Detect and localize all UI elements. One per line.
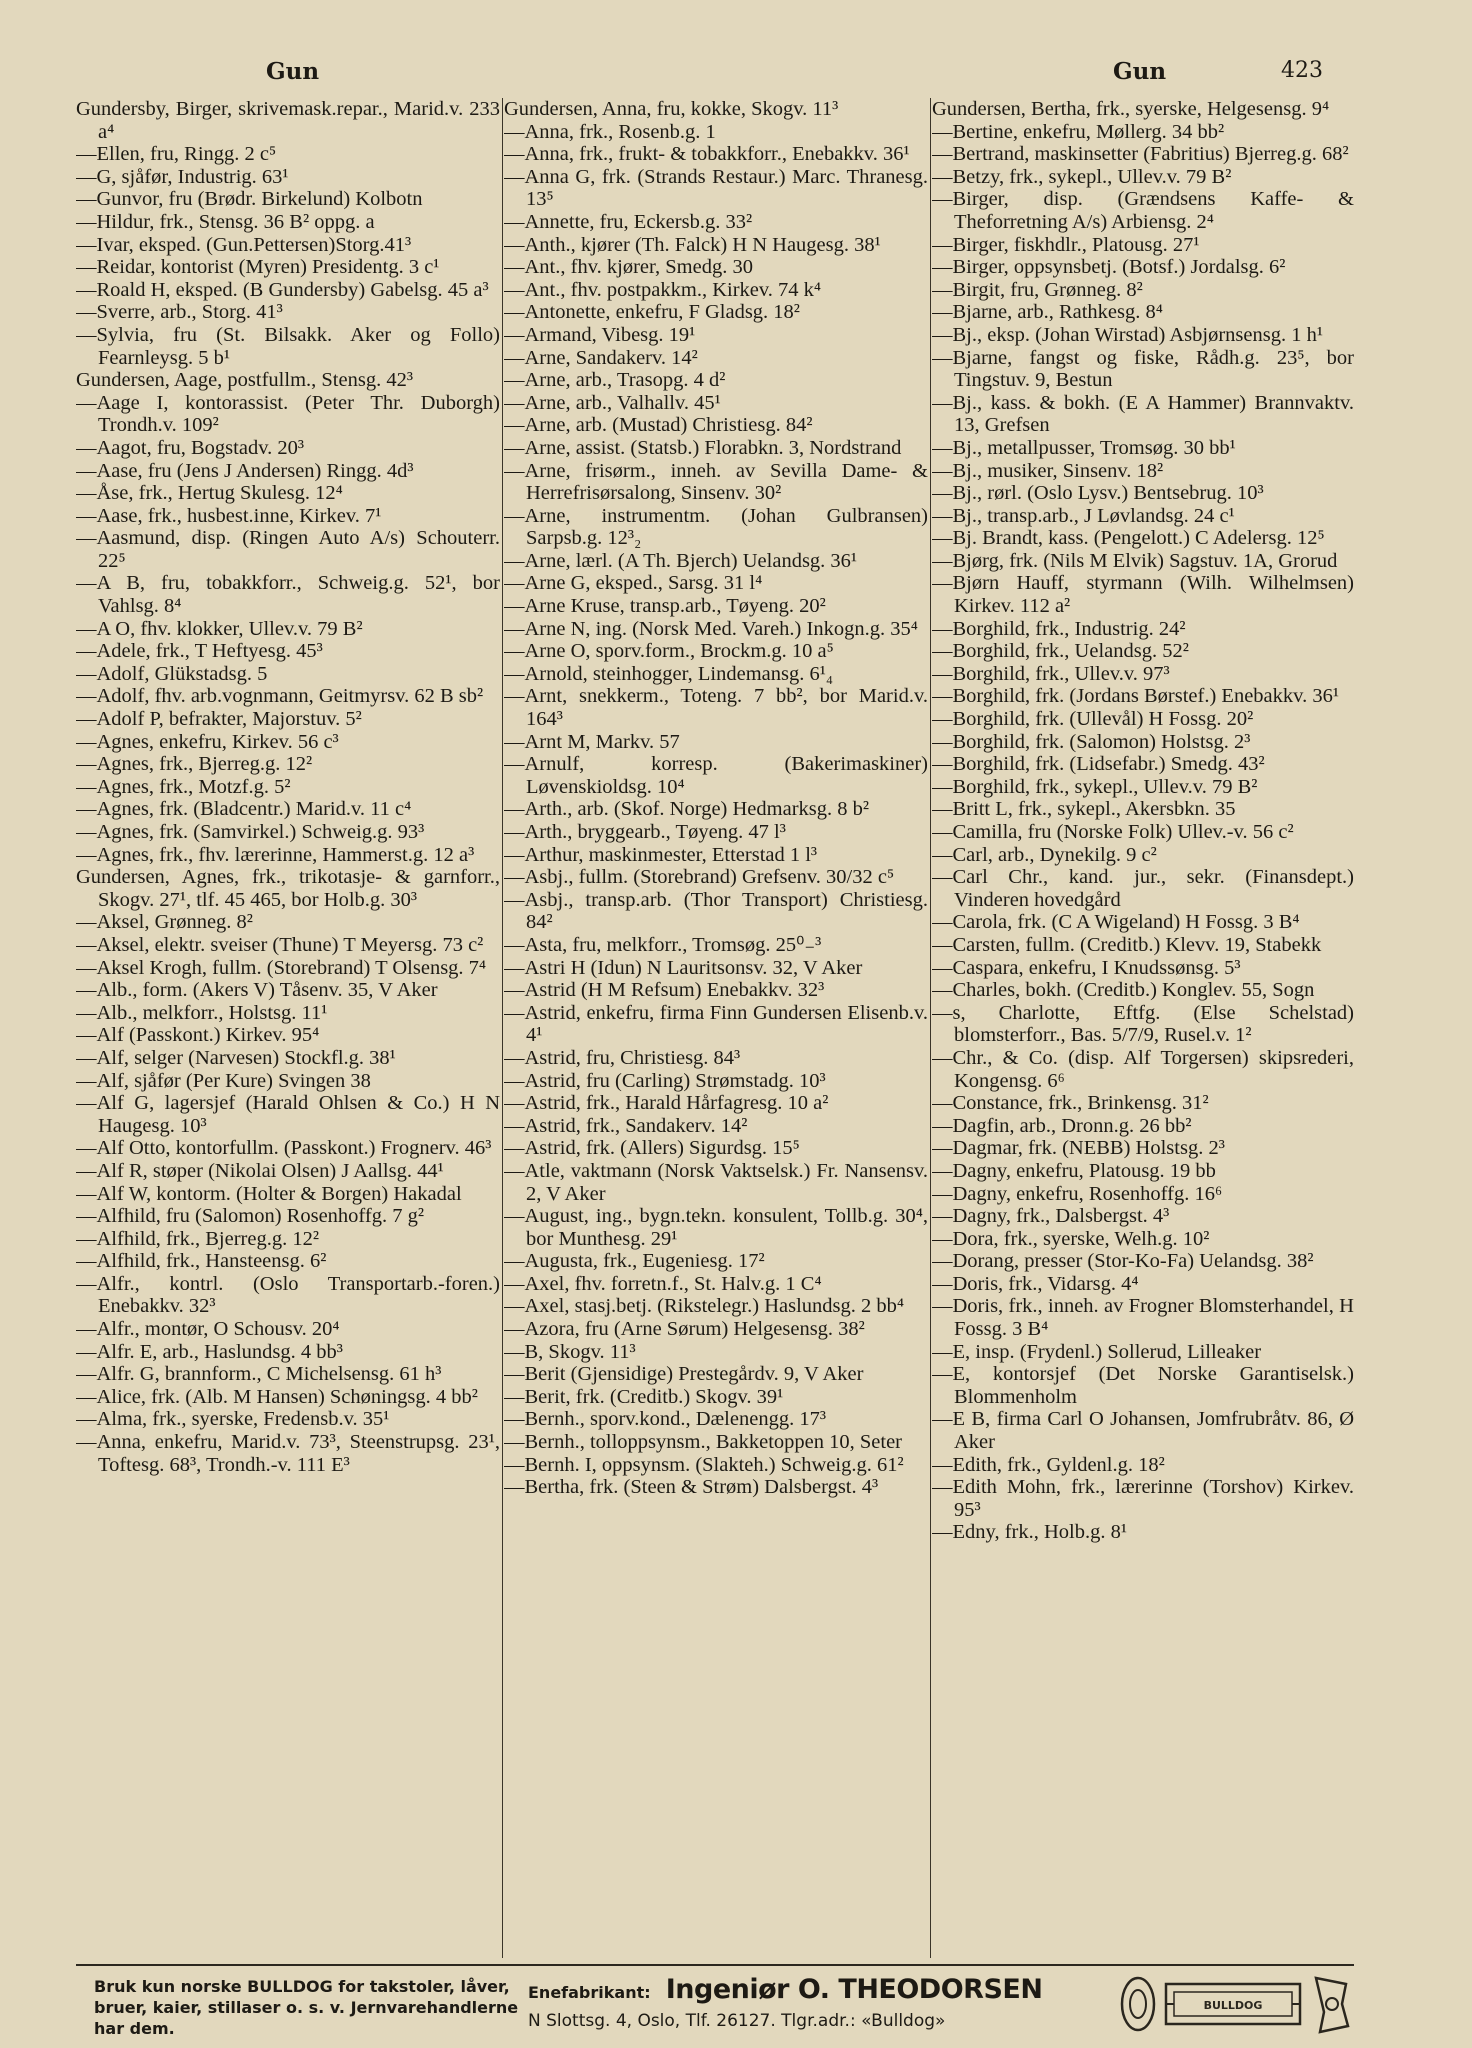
- directory-entry: —Arth., bryggearb., Tøyeng. 47 l³: [504, 821, 786, 843]
- directory-entry: —Alf W, kontorm. (Holter & Borgen) Hakadal: [76, 1182, 462, 1205]
- directory-entry: —Aagot, fru, Bogstadv. 20³: [76, 436, 305, 459]
- directory-entry: —Bertine, enkefru, Møllerg. 34 bb²: [932, 120, 1225, 143]
- directory-entry: —Dagfin, arb., Dronn.g. 26 bb²: [932, 1114, 1192, 1137]
- directory-entry: —Arne, frisørm., inneh. av Sevilla Dame- & Herrefrisørsalong, Sinsenv. 30²: [504, 459, 928, 505]
- directory-entry: —Arne, lærl. (A Th. Bjerch) Uelandsg. 36¹: [504, 549, 858, 572]
- directory-entry: —Bernh., tolloppsynsm., Bakketoppen 10, Seter: [504, 1431, 902, 1454]
- directory-entry: —Asta, fru, melkforr., Tromsøg. 25⁰₋³: [504, 933, 822, 956]
- directory-entry: —Agnes, frk., Motzf.g. 5²: [76, 775, 291, 798]
- directory-entry: —Azora, fru (Arne Sørum) Helgesensg. 38²: [504, 1318, 865, 1341]
- directory-entry: —Aksel, Grønneg. 8²: [76, 911, 253, 934]
- directory-entry: —Bjarne, fangst og fiske, Rådh.g. 23⁵, bor Tingstuv. 9, Bestun: [932, 346, 1354, 392]
- directory-entry: —s, Charlotte, Eftfg. (Else Schelstad) blomsterforr., Bas. 5/7/9, Rusel.v. 1²: [932, 1001, 1354, 1047]
- directory-entry: —Bj., transp.arb., J Løvlandsg. 24 c¹: [932, 504, 1235, 527]
- logo-text: BULLDOG: [1203, 1999, 1263, 2012]
- directory-entry: —Arthur, maskinmester, Etterstad 1 l³: [504, 843, 818, 866]
- directory-entry: —Adolf, fhv. arb.vognmann, Geitmyrsv. 62 B sb²: [76, 685, 484, 708]
- directory-entry: —Bernh. I, oppsynsm. (Slakteh.) Schweig.g. 61²: [504, 1453, 904, 1476]
- directory-entry: —Bjørg, frk. (Nils M Elvik) Sagstuv. 1A, Grorud: [932, 549, 1338, 572]
- directory-entry: —Bertha, frk. (Steen & Strøm) Dalsbergst. 4³: [504, 1476, 879, 1499]
- advertisement-footer: [76, 1964, 1354, 2044]
- directory-entry: —Adolf, Glükstadsg. 5: [76, 662, 268, 685]
- directory-entry: —Anna G, frk. (Strands Restaur.) Marc. Thranesg. 13⁵: [504, 165, 928, 211]
- directory-entry: —Bj., rørl. (Oslo Lysv.) Bentsebrug. 10³: [932, 482, 1264, 505]
- directory-entry: —Borghild, frk., sykepl., Ullev.v. 79 B²: [932, 775, 1258, 798]
- directory-entry: —Arne G, eksped., Sarsg. 31 l⁴: [504, 572, 763, 595]
- directory-entry: —Agnes, frk. (Samvirkel.) Schweig.g. 93³: [76, 821, 425, 843]
- directory-entry: —Birgit, fru, Grønneg. 8²: [932, 278, 1143, 301]
- directory-entry: —Borghild, frk. (Salomon) Holstsg. 2³: [932, 730, 1251, 753]
- directory-entry: —Aksel Krogh, fullm. (Storebrand) T Olsensg. 7⁴: [76, 956, 487, 979]
- directory-entry: —Borghild, frk. (Ullevål) H Fossg. 20²: [932, 708, 1254, 731]
- directory-entry: Gundersby, Birger, skrivemask.repar., Marid.v. 233 a⁴: [76, 98, 500, 143]
- directory-entry: —Axel, stasj.betj. (Rikstelegr.) Haslundsg. 2 bb⁴: [504, 1295, 905, 1318]
- directory-entry: —Bj., eksp. (Johan Wirstad) Asbjørnsensg. 1 h¹: [932, 323, 1324, 346]
- directory-entry: Gundersen, Aage, postfullm., Stensg. 42³: [76, 369, 413, 392]
- ad-slogan: Bruk kun norske BULLDOG for takstoler, låver, bruer, kaier, stillaser o. s. v. Jernvarehandlerne har dem.: [94, 1977, 519, 2038]
- directory-entry: —Chr., & Co. (disp. Alf Torgersen) skipsrederi, Kongensg. 6⁶: [932, 1046, 1354, 1092]
- directory-entry: Gundersen, Agnes, frk., trikotasje- & garnforr., Skogv. 27¹, tlf. 45 465, bor Holb.g. 30³: [76, 866, 500, 911]
- directory-entry: —Alf, selger (Narvesen) Stockfl.g. 38¹: [76, 1046, 396, 1069]
- directory-entry: —Adolf P, befrakter, Majorstuv. 5²: [76, 708, 362, 731]
- directory-column-2: [504, 98, 928, 1968]
- directory-entry: —Astrid, fru (Carling) Strømstadg. 10³: [504, 1069, 826, 1092]
- directory-entry: —Asbj., transp.arb. (Thor Transport) Christiesg. 84²: [504, 888, 928, 934]
- directory-entry: —Agnes, enkefru, Kirkev. 56 c³: [76, 730, 339, 753]
- directory-entry: —Birger, oppsynsbetj. (Botsf.) Jordalsg. 6²: [932, 256, 1286, 279]
- directory-entry: —Astrid, enkefru, firma Finn Gundersen Elisenb.v. 4¹: [504, 1001, 928, 1047]
- directory-entry: —Arth., arb. (Skof. Norge) Hedmarksg. 8 b²: [504, 798, 870, 821]
- directory-entry: —Bj., kass. & bokh. (E A Hammer) Brannvaktv. 13, Grefsen: [932, 391, 1354, 437]
- directory-entry: —G, sjåfør, Industrig. 63¹: [76, 165, 289, 188]
- directory-entry: —Bj. Brandt, kass. (Pengelott.) C Adelersg. 12⁵: [932, 527, 1325, 550]
- directory-entry: —Alfhild, fru (Salomon) Rosenhoffg. 7 g²: [76, 1205, 424, 1228]
- directory-entry: —Alma, frk., syerske, Fredensb.v. 35¹: [76, 1408, 390, 1431]
- directory-entry: —Dagmar, frk. (NEBB) Holstsg. 2³: [932, 1137, 1225, 1160]
- directory-entry: —Dagny, enkefru, Platousg. 19 bb: [932, 1159, 1216, 1182]
- directory-entry: —Astrid, frk., Harald Hårfagresg. 10 a²: [504, 1092, 829, 1115]
- directory-entry: —Birger, disp. (Grændsens Kaffe- & Theforretning A/s) Arbiensg. 2⁴: [932, 188, 1354, 233]
- directory-entry: —Arne O, sporv.form., Brockm.g. 10 a⁵: [504, 640, 834, 663]
- directory-entry: —Astri H (Idun) N Lauritsonsv. 32, V Aker: [504, 956, 863, 979]
- directory-entry: —Arnulf, korresp. (Bakerimaskiner) Løvenskioldsg. 10⁴: [504, 753, 928, 798]
- directory-entry: —Alfr. E, arb., Haslundsg. 4 bb³: [76, 1340, 343, 1363]
- directory-entry: —Constance, frk., Brinkensg. 31²: [932, 1092, 1209, 1115]
- directory-entry: —Alice, frk. (Alb. M Hansen) Schøningsg. 4 bb²: [76, 1385, 478, 1408]
- directory-entry: —Hildur, frk., Stensg. 36 B² oppg. a: [76, 210, 375, 233]
- directory-entry: —Astrid (H M Refsum) Enebakkv. 32³: [504, 979, 825, 1002]
- directory-entry: —Arne, arb., Valhallv. 45¹: [504, 391, 721, 414]
- directory-entry: —Gunvor, fru (Brødr. Birkelund) Kolbotn: [76, 188, 423, 211]
- directory-entry: —E B, firma Carl O Johansen, Jomfrubråtv. 86, Ø Aker: [932, 1408, 1354, 1454]
- directory-entry: —Axel, fhv. forretn.f., St. Halv.g. 1 C⁴: [504, 1272, 822, 1295]
- directory-entry: —Camilla, fru (Norske Folk) Ullev.-v. 56 c²: [932, 821, 1294, 843]
- directory-entry: —Carl Chr., kand. jur., sekr. (Finansdept.) Vinderen hovedgård: [932, 866, 1354, 911]
- directory-entry: —Charles, bokh. (Creditb.) Konglev. 55, Sogn: [932, 979, 1315, 1002]
- directory-entry: —Bertrand, maskinsetter (Fabritius) Bjerreg.g. 68²: [932, 143, 1349, 166]
- directory-entry: —Alb., form. (Akers V) Tåsenv. 35, V Aker: [76, 979, 438, 1002]
- directory-entry: —Bernh., sporv.kond., Dælenengg. 17³: [504, 1408, 826, 1431]
- directory-entry: —Aase, frk., husbest.inne, Kirkev. 7¹: [76, 504, 382, 527]
- directory-entry: —Alfr., kontrl. (Oslo Transportarb.-foren.) Enebakkv. 32³: [76, 1272, 500, 1318]
- directory-entry: —Borghild, frk. (Lidsefabr.) Smedg. 43²: [932, 753, 1265, 776]
- page-number: 423: [1281, 58, 1323, 83]
- directory-entry: —Arnt, snekkerm., Toteng. 7 bb², bor Marid.v. 164³: [504, 685, 928, 731]
- directory-entry: —Alfr. G, brannform., C Michelsensg. 61 h³: [76, 1363, 442, 1386]
- directory-entry: —Arne, arb. (Mustad) Christiesg. 84²: [504, 414, 813, 437]
- directory-entry: —Doris, frk., inneh. av Frogner Blomsterhandel, H Fossg. 3 B⁴: [932, 1295, 1354, 1341]
- directory-entry: —Agnes, frk., fhv. lærerinne, Hammerst.g. 12 a³: [76, 843, 475, 866]
- directory-entry: —Edny, frk., Holb.g. 8¹: [932, 1521, 1127, 1544]
- directory-entry: —Agnes, frk. (Bladcentr.) Marid.v. 11 c⁴: [76, 798, 412, 821]
- directory-entry: —Arne, arb., Trasopg. 4 d²: [504, 369, 726, 392]
- directory-entry: —Ivar, eksped. (Gun.Pettersen)Storg.41³: [76, 233, 412, 256]
- directory-entry: Gundersen, Anna, fru, kokke, Skogv. 11³: [504, 98, 839, 120]
- directory-entry: —Anth., kjører (Th. Falck) H N Haugesg. 38¹: [504, 233, 881, 256]
- directory-entry: —August, ing., bygn.tekn. konsulent, Tollb.g. 30⁴, bor Munthesg. 29¹: [504, 1205, 928, 1250]
- directory-entry: —Armand, Vibesg. 19¹: [504, 323, 696, 346]
- directory-entry: —Åse, frk., Hertug Skulesg. 12⁴: [76, 482, 343, 505]
- header-right-guide: Gun: [1113, 58, 1167, 85]
- directory-entry: —Sverre, arb., Storg. 41³: [76, 301, 283, 324]
- directory-entry: —Alf Otto, kontorfullm. (Passkont.) Frognerv. 46³: [76, 1137, 492, 1160]
- directory-entry: —Annette, fru, Eckersb.g. 33²: [504, 210, 753, 233]
- directory-entry: —Arne, instrumentm. (Johan Gulbransen) Sarpsb.g. 12³₂: [504, 504, 928, 550]
- directory-entry: —Atle, vaktmann (Norsk Vaktselsk.) Fr. Nansensv. 2, V Aker: [504, 1159, 928, 1205]
- directory-entry: —Edith, frk., Gyldenl.g. 18²: [932, 1453, 1165, 1476]
- directory-entry: —Ant., fhv. kjører, Smedg. 30: [504, 256, 753, 279]
- directory-entry: —Caspara, enkefru, I Knudssønsg. 5³: [932, 956, 1241, 979]
- directory-entry: —Dorang, presser (Stor-Ko-Fa) Uelandsg. 38²: [932, 1250, 1314, 1273]
- directory-entry: —Roald H, eksped. (B Gundersby) Gabelsg. 45 a³: [76, 278, 489, 301]
- directory-entry: —Astrid, fru, Christiesg. 84³: [504, 1046, 741, 1069]
- ad-company-name: Ingeniør O. THEODORSEN: [665, 1974, 1043, 2005]
- directory-entry: —Augusta, frk., Eugeniesg. 17²: [504, 1250, 765, 1273]
- directory-entry: —Anna, frk., Rosenb.g. 1: [504, 120, 716, 143]
- directory-entry: —Asbj., fullm. (Storebrand) Grefsenv. 30/32 c⁵: [504, 866, 895, 889]
- ad-manufacturer: [528, 1974, 1108, 2031]
- directory-entry: —B, Skogv. 11³: [504, 1340, 636, 1363]
- directory-entry: Gundersen, Bertha, frk., syerske, Helgesensg. 9⁴: [932, 98, 1330, 120]
- directory-entry: —Betzy, frk., sykepl., Ullev.v. 79 B²: [932, 165, 1232, 188]
- directory-entry: —Carsten, fullm. (Creditb.) Klevv. 19, Stabekk: [932, 933, 1322, 956]
- directory-entry: —Alf G, lagersjef (Harald Ohlsen & Co.) H N Haugesg. 10³: [76, 1092, 500, 1137]
- directory-entry: —Aage I, kontorassist. (Peter Thr. Duborgh) Trondh.v. 109²: [76, 391, 500, 437]
- directory-entry: —Antonette, enkefru, F Gladsg. 18²: [504, 301, 800, 324]
- directory-entry: —Borghild, frk., Uelandsg. 52²: [932, 640, 1189, 663]
- directory-entry: —Borghild, frk. (Jordans Børstef.) Enebakkv. 36¹: [932, 685, 1339, 708]
- directory-entry: —Alb., melkforr., Holstsg. 11¹: [76, 1001, 328, 1024]
- directory-entry: —Adele, frk., T Heftyesg. 45³: [76, 640, 323, 663]
- directory-entry: —Aksel, elektr. sveiser (Thune) T Meyersg. 73 c²: [76, 933, 484, 956]
- directory-entry: —Alfhild, frk., Hansteensg. 6²: [76, 1250, 327, 1273]
- directory-entry: —Arne, Sandakerv. 14²: [504, 346, 698, 369]
- directory-entry: —Aase, fru (Jens J Andersen) Ringg. 4d³: [76, 459, 414, 482]
- directory-entry: —Berit, frk. (Creditb.) Skogv. 39¹: [504, 1385, 784, 1408]
- directory-entry: —Alf, sjåfør (Per Kure) Svingen 38: [76, 1069, 371, 1092]
- directory-entry: —Alfhild, frk., Bjerreg.g. 12²: [76, 1227, 319, 1250]
- directory-entry: —Aasmund, disp. (Ringen Auto A/s) Schouterr. 22⁵: [76, 527, 500, 572]
- directory-entry: —Arne N, ing. (Norsk Med. Vareh.) Inkogn.g. 35⁴: [504, 617, 918, 640]
- directory-column-3: [932, 98, 1354, 1968]
- directory-entry: —Anna, frk., frukt- & tobakkforr., Enebakkv. 36¹: [504, 143, 910, 166]
- directory-entry: —Agnes, frk., Bjerreg.g. 12²: [76, 753, 313, 776]
- directory-entry: —Edith Mohn, frk., lærerinne (Torshov) Kirkev. 95³: [932, 1476, 1354, 1521]
- directory-entry: —Reidar, kontorist (Myren) Presidentg. 3 c¹: [76, 256, 440, 279]
- directory-entry: —E, insp. (Frydenl.) Sollerud, Lilleaker: [932, 1340, 1262, 1363]
- directory-entry: —Bj., musiker, Sinsenv. 18²: [932, 459, 1164, 482]
- directory-entry: —A B, fru, tobakkforr., Schweig.g. 52¹, bor Vahlsg. 8⁴: [76, 572, 500, 618]
- directory-entry: —Sylvia, fru (St. Bilsakk. Aker og Follo) Fearnleysg. 5 b¹: [76, 323, 500, 369]
- directory-entry: —Alf (Passkont.) Kirkev. 95⁴: [76, 1024, 320, 1047]
- directory-entry: —Dagny, frk., Dalsbergst. 4³: [932, 1205, 1170, 1228]
- ad-label: Enefabrikant:: [528, 1983, 651, 2002]
- directory-entry: —Britt L, frk., sykepl., Akersbkn. 35: [932, 798, 1236, 821]
- directory-entry: —Borghild, frk., Industrig. 24²: [932, 617, 1186, 640]
- directory-entry: —A O, fhv. klokker, Ullev.v. 79 B²: [76, 617, 363, 640]
- ad-address: N Slottsg. 4, Oslo, Tlf. 26127. Tlgr.adr.: «Bulldog»: [528, 2011, 946, 2031]
- directory-entry: —Alf R, støper (Nikolai Olsen) J Aallsg. 44¹: [76, 1159, 444, 1182]
- directory-entry: —Borghild, frk., Ullev.v. 97³: [932, 662, 1170, 685]
- directory-entry: —Astrid, frk. (Allers) Sigurdsg. 15⁵: [504, 1137, 800, 1160]
- directory-entry: —Anna, enkefru, Marid.v. 73³, Steenstrupsg. 23¹, Toftesg. 68³, Trondh.-v. 111 E³: [76, 1431, 500, 1476]
- directory-entry: —Dora, frk., syerske, Welh.g. 10²: [932, 1227, 1210, 1250]
- directory-entry: —Astrid, frk., Sandakerv. 14²: [504, 1114, 748, 1137]
- directory-entry: —Birger, fiskhdlr., Platousg. 27¹: [932, 233, 1200, 256]
- bulldog-connector-logo: [1116, 1970, 1352, 2038]
- directory-entry: —Ellen, fru, Ringg. 2 c⁵: [76, 143, 277, 166]
- header-left-guide: Gun: [266, 58, 320, 85]
- directory-entry: —Bjørn Hauff, styrmann (Wilh. Wilhelmsen) Kirkev. 112 a²: [932, 572, 1354, 618]
- column-divider: [502, 98, 503, 1958]
- directory-entry: —Arne, assist. (Statsb.) Florabkn. 3, Nordstrand: [504, 436, 902, 459]
- directory-entry: —Doris, frk., Vidarsg. 4⁴: [932, 1272, 1139, 1295]
- directory-entry: —E, kontorsjef (Det Norske Garantiselsk.) Blommenholm: [932, 1363, 1354, 1408]
- directory-entry: —Ant., fhv. postpakkm., Kirkev. 74 k⁴: [504, 278, 822, 301]
- directory-entry: —Berit (Gjensidige) Prestegårdv. 9, V Aker: [504, 1363, 864, 1386]
- directory-column-1: [76, 98, 500, 1968]
- directory-entry: —Arnt M, Markv. 57: [504, 730, 680, 753]
- directory-entry: —Carola, frk. (C A Wigeland) H Fossg. 3 B⁴: [932, 911, 1300, 934]
- directory-entry: —Dagny, enkefru, Rosenhoffg. 16⁶: [932, 1182, 1223, 1205]
- directory-entry: —Arne Kruse, transp.arb., Tøyeng. 20²: [504, 595, 826, 618]
- column-divider: [930, 98, 931, 1958]
- directory-entry: —Bj., metallpusser, Tromsøg. 30 bb¹: [932, 436, 1236, 459]
- directory-entry: —Alfr., montør, O Schousv. 20⁴: [76, 1318, 340, 1341]
- page-header: [78, 54, 1378, 90]
- directory-entry: —Carl, arb., Dynekilg. 9 c²: [932, 843, 1157, 866]
- directory-entry: —Arnold, steinhogger, Lindemansg. 6¹₄: [504, 662, 834, 685]
- directory-entry: —Bjarne, arb., Rathkesg. 8⁴: [932, 301, 1163, 324]
